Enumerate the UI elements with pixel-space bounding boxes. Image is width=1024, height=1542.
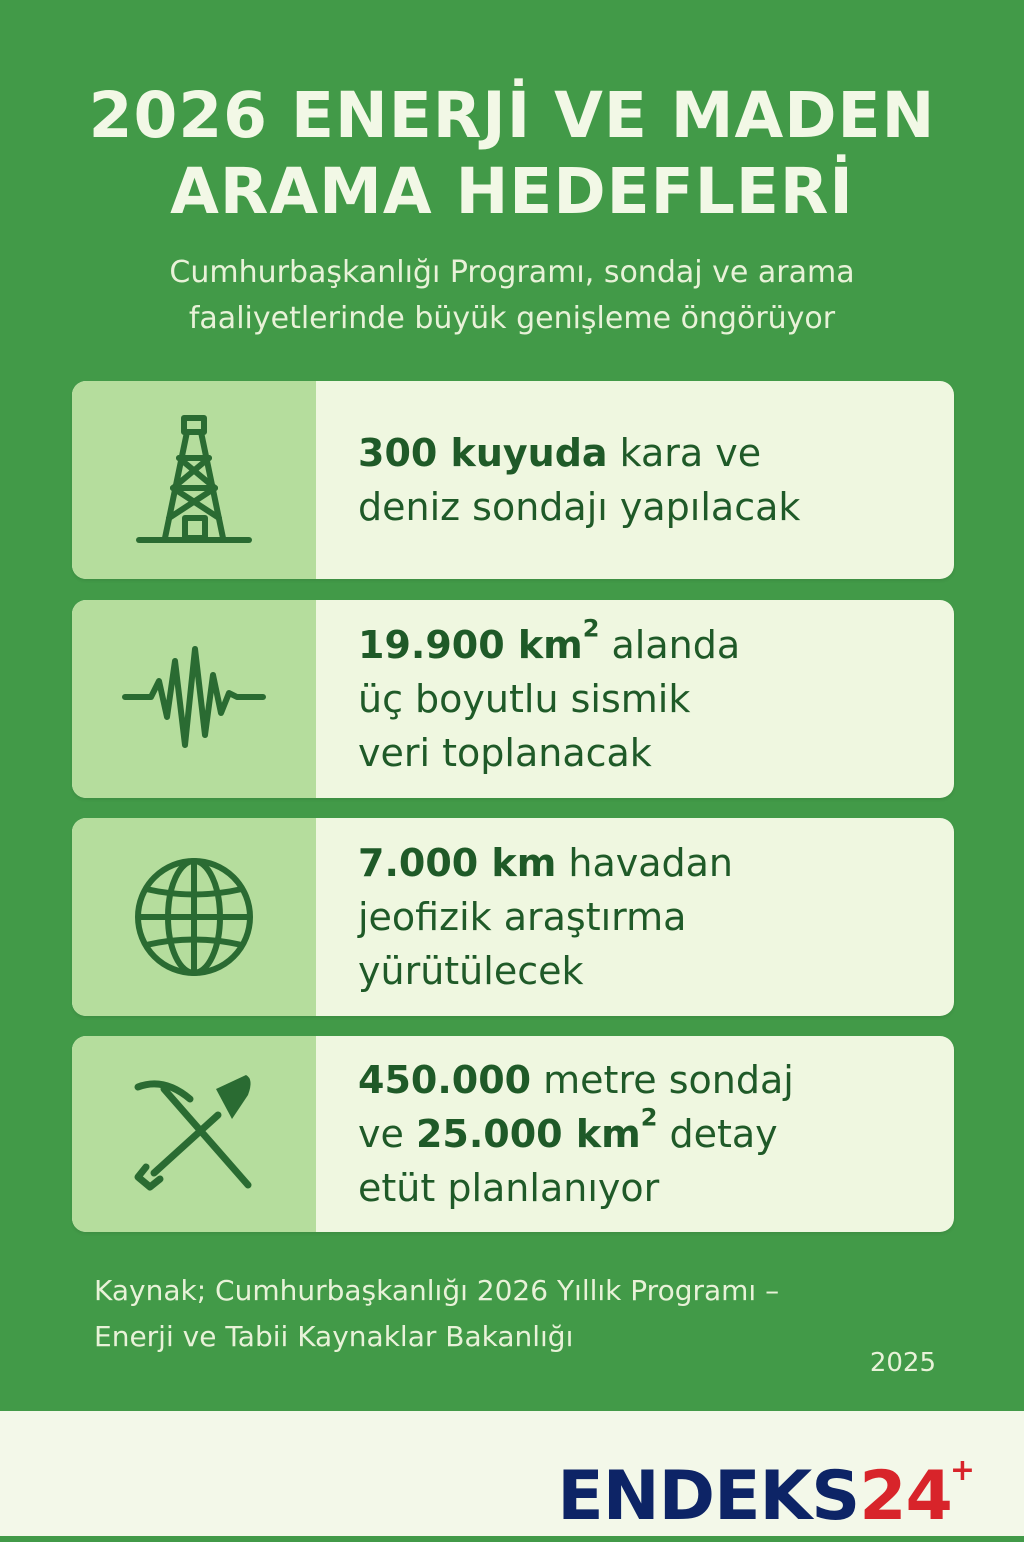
card-text-line: kara ve bbox=[607, 431, 762, 475]
source-line-2: Enerji ve Tabii Kaynaklar Bakanlığı bbox=[94, 1320, 574, 1353]
subtitle-line-2: faaliyetlerinde büyük genişleme öngörüyor bbox=[188, 301, 836, 336]
card-icon-panel bbox=[72, 1036, 316, 1232]
logo-plus: + bbox=[949, 1453, 974, 1488]
card-text bbox=[358, 600, 944, 798]
card-text bbox=[358, 381, 944, 579]
subtitle-line-1: Cumhurbaşkanlığı Programı, sondaj ve arama bbox=[169, 255, 855, 290]
subtitle bbox=[0, 250, 1024, 342]
card-icon-panel bbox=[72, 381, 316, 579]
title-line-2: ARAMA HEDEFLERİ bbox=[170, 155, 854, 228]
card-text bbox=[358, 818, 944, 1016]
card-text-line: veri toplanacak bbox=[358, 731, 652, 775]
card-text bbox=[358, 1036, 944, 1232]
card-text-line: jeofizik araştırma bbox=[358, 895, 687, 939]
title-line-1: 2026 ENERJİ VE MADEN bbox=[88, 79, 936, 152]
card-text-line: ve bbox=[358, 1112, 416, 1156]
card-text-line: havadan bbox=[556, 841, 734, 885]
card-seismic bbox=[72, 600, 954, 798]
seismic-wave-icon bbox=[119, 639, 269, 759]
card-text-line: yürütülecek bbox=[358, 949, 584, 993]
card-drilling bbox=[72, 381, 954, 579]
card-value: 7.000 km bbox=[358, 841, 557, 885]
card-icon-panel bbox=[72, 600, 316, 798]
card-icon-panel bbox=[72, 818, 316, 1016]
card-value: 19.900 $km^2$ bbox=[358, 614, 600, 667]
page-title bbox=[0, 78, 1024, 230]
card-text-line: alanda bbox=[599, 623, 741, 667]
source-note bbox=[94, 1268, 779, 1360]
year-label: 2025 bbox=[869, 1348, 936, 1378]
pickaxe-shovel-icon bbox=[124, 1069, 264, 1199]
card-mining bbox=[72, 1036, 954, 1232]
card-value: 300 kuyuda bbox=[358, 431, 608, 475]
card-text-line: üç boyutlu sismik bbox=[358, 677, 691, 721]
globe-icon bbox=[129, 852, 259, 982]
card-text-line: metre sondaj bbox=[531, 1058, 794, 1102]
card-value: 25.000 $km^2$ bbox=[415, 1103, 658, 1156]
card-text-line: detay bbox=[657, 1112, 778, 1156]
card-value: 450.000 bbox=[358, 1058, 532, 1102]
logo-text-endeks: ENDEKS bbox=[557, 1457, 860, 1536]
endeks24-logo bbox=[557, 1426, 974, 1542]
card-text-line: deniz sondajı yapılacak bbox=[358, 485, 801, 529]
logo-text-24: 24 bbox=[859, 1457, 952, 1536]
source-line-1: Kaynak; Cumhurbaşkanlığı 2026 Yıllık Programı – bbox=[94, 1274, 780, 1307]
card-geophysics bbox=[72, 818, 954, 1016]
card-text-line: etüt planlanıyor bbox=[358, 1166, 660, 1210]
oil-derrick-icon bbox=[129, 410, 259, 550]
